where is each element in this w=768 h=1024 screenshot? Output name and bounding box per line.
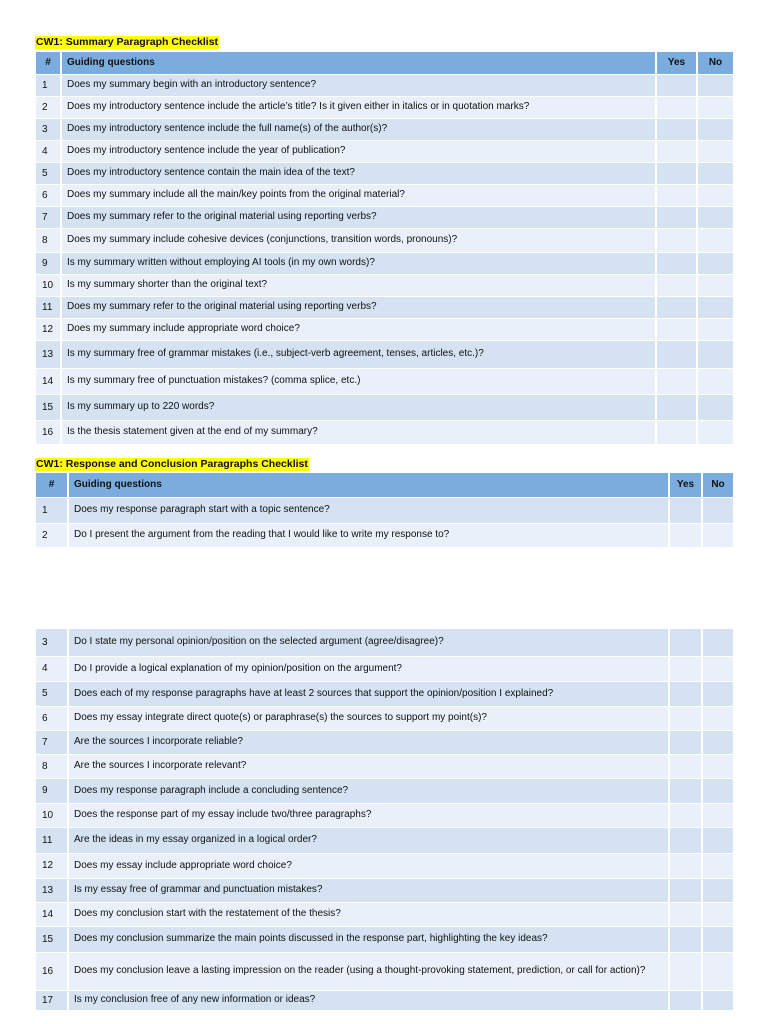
no-cell[interactable] — [702, 523, 734, 547]
no-cell[interactable] — [702, 952, 734, 990]
table-row — [36, 803, 734, 827]
yes-cell[interactable] — [656, 340, 697, 368]
guiding-question: Is my summary shorter than the original text? — [61, 274, 656, 296]
guiding-question: Does my summary refer to the original material using reporting verbs? — [61, 206, 656, 228]
no-cell[interactable] — [697, 368, 734, 394]
row-number: 3 — [36, 118, 61, 140]
header-guiding-questions: Guiding questions — [68, 473, 669, 497]
row-number: 10 — [36, 274, 61, 296]
yes-cell[interactable] — [669, 778, 702, 803]
guiding-question: Does my summary include all the main/key points from the original material? — [61, 184, 656, 206]
yes-cell[interactable] — [669, 926, 702, 952]
no-cell[interactable] — [702, 827, 734, 853]
table-row — [36, 990, 734, 1010]
row-number: 13 — [36, 340, 61, 368]
header-yes: Yes — [669, 473, 702, 497]
response-checklist-table-continued — [36, 629, 735, 1011]
yes-cell[interactable] — [669, 803, 702, 827]
row-number: 11 — [36, 296, 61, 318]
guiding-question: Is my summary free of punctuation mistakes? (comma splice, etc.) — [61, 368, 656, 394]
table-row — [36, 340, 734, 368]
no-cell[interactable] — [702, 681, 734, 706]
response-checklist-table — [36, 473, 735, 548]
no-cell[interactable] — [702, 656, 734, 681]
row-number: 6 — [36, 706, 68, 730]
guiding-question: Is my essay free of grammar and punctuation mistakes? — [68, 878, 669, 902]
guiding-question: Does my conclusion summarize the main points discussed in the response part, highlighting the key ideas? — [68, 926, 669, 952]
row-number: 13 — [36, 878, 68, 902]
row-number: 14 — [36, 368, 61, 394]
table-row — [36, 368, 734, 394]
yes-cell[interactable] — [669, 754, 702, 778]
row-number: 7 — [36, 730, 68, 754]
table-row — [36, 952, 734, 990]
table-row — [36, 140, 734, 162]
yes-cell[interactable] — [656, 184, 697, 206]
guiding-question: Does my introductory sentence contain the main idea of the text? — [61, 162, 656, 184]
response-checklist-title: CW1: Response and Conclusion Paragraphs Checklist — [36, 458, 308, 470]
header-number: # — [36, 52, 61, 74]
row-number: 12 — [36, 853, 68, 878]
yes-cell[interactable] — [656, 206, 697, 228]
yes-cell[interactable] — [656, 296, 697, 318]
guiding-question: Do I state my personal opinion/position on the selected argument (agree/disagree)? — [68, 629, 669, 656]
table-row — [36, 878, 734, 902]
row-number: 7 — [36, 206, 61, 228]
guiding-question: Does my summary include appropriate word choice? — [61, 318, 656, 340]
no-cell[interactable] — [697, 162, 734, 184]
guiding-question: Does my conclusion leave a lasting impression on the reader (using a thought-provoking statement, prediction, or call for action)? — [68, 952, 669, 990]
table-row — [36, 318, 734, 340]
yes-cell[interactable] — [656, 420, 697, 444]
row-number: 1 — [36, 497, 68, 523]
yes-cell[interactable] — [669, 990, 702, 1010]
row-number: 2 — [36, 96, 61, 118]
row-number: 8 — [36, 228, 61, 252]
guiding-question: Is my summary free of grammar mistakes (i.e., subject-verb agreement, tenses, articles, etc.)? — [61, 340, 656, 368]
no-cell[interactable] — [697, 252, 734, 274]
yes-cell[interactable] — [656, 318, 697, 340]
row-number: 16 — [36, 420, 61, 444]
row-number: 9 — [36, 252, 61, 274]
row-number: 6 — [36, 184, 61, 206]
row-number: 2 — [36, 523, 68, 547]
yes-cell[interactable] — [656, 252, 697, 274]
yes-cell[interactable] — [656, 96, 697, 118]
table-row — [36, 754, 734, 778]
guiding-question: Does the response part of my essay include two/three paragraphs? — [68, 803, 669, 827]
guiding-question: Is my conclusion free of any new information or ideas? — [68, 990, 669, 1010]
table-row — [36, 118, 734, 140]
no-cell[interactable] — [697, 394, 734, 420]
no-cell[interactable] — [697, 318, 734, 340]
table-header-row — [36, 52, 734, 74]
table-row — [36, 656, 734, 681]
yes-cell[interactable] — [669, 952, 702, 990]
guiding-question: Does my response paragraph include a concluding sentence? — [68, 778, 669, 803]
header-no: No — [697, 52, 734, 74]
guiding-question: Is my summary written without employing AI tools (in my own words)? — [61, 252, 656, 274]
row-number: 14 — [36, 902, 68, 926]
yes-cell[interactable] — [669, 523, 702, 547]
no-cell[interactable] — [702, 990, 734, 1010]
no-cell[interactable] — [702, 803, 734, 827]
table-row — [36, 827, 734, 853]
no-cell[interactable] — [702, 902, 734, 926]
table-row — [36, 629, 734, 656]
header-number: # — [36, 473, 68, 497]
no-cell[interactable] — [702, 853, 734, 878]
no-cell[interactable] — [702, 706, 734, 730]
row-number: 11 — [36, 827, 68, 853]
table-row — [36, 162, 734, 184]
row-number: 5 — [36, 681, 68, 706]
no-cell[interactable] — [702, 629, 734, 656]
no-cell[interactable] — [697, 140, 734, 162]
row-number: 1 — [36, 74, 61, 96]
no-cell[interactable] — [697, 228, 734, 252]
row-number: 15 — [36, 926, 68, 952]
summary-checklist-table — [36, 52, 735, 445]
no-cell[interactable] — [702, 878, 734, 902]
no-cell[interactable] — [697, 118, 734, 140]
yes-cell[interactable] — [656, 274, 697, 296]
no-cell[interactable] — [697, 96, 734, 118]
no-cell[interactable] — [702, 926, 734, 952]
row-number: 8 — [36, 754, 68, 778]
table-row — [36, 902, 734, 926]
guiding-question: Does my summary begin with an introductory sentence? — [61, 74, 656, 96]
guiding-question: Are the sources I incorporate reliable? — [68, 730, 669, 754]
header-yes: Yes — [656, 52, 697, 74]
row-number: 16 — [36, 952, 68, 990]
no-cell[interactable] — [702, 497, 734, 523]
header-no: No — [702, 473, 734, 497]
table-row — [36, 497, 734, 523]
table-row — [36, 74, 734, 96]
guiding-question: Does my essay include appropriate word choice? — [68, 853, 669, 878]
no-cell[interactable] — [697, 296, 734, 318]
table-row — [36, 206, 734, 228]
table-row — [36, 274, 734, 296]
yes-cell[interactable] — [669, 656, 702, 681]
no-cell[interactable] — [702, 730, 734, 754]
table-row — [36, 926, 734, 952]
row-number: 12 — [36, 318, 61, 340]
yes-cell[interactable] — [656, 368, 697, 394]
table-row — [36, 252, 734, 274]
table-row — [36, 96, 734, 118]
table-row — [36, 420, 734, 444]
summary-checklist-title: CW1: Summary Paragraph Checklist — [36, 36, 219, 48]
row-number: 5 — [36, 162, 61, 184]
table-row — [36, 394, 734, 420]
yes-cell[interactable] — [669, 878, 702, 902]
guiding-question: Does my conclusion start with the restatement of the thesis? — [68, 902, 669, 926]
yes-cell[interactable] — [656, 74, 697, 96]
yes-cell[interactable] — [669, 706, 702, 730]
row-number: 17 — [36, 990, 68, 1010]
no-cell[interactable] — [697, 206, 734, 228]
guiding-question: Does my introductory sentence include the year of publication? — [61, 140, 656, 162]
row-number: 15 — [36, 394, 61, 420]
no-cell[interactable] — [697, 74, 734, 96]
no-cell[interactable] — [697, 340, 734, 368]
header-guiding-questions: Guiding questions — [61, 52, 656, 74]
row-number: 10 — [36, 803, 68, 827]
guiding-question: Does my response paragraph start with a topic sentence? — [68, 497, 669, 523]
no-cell[interactable] — [702, 778, 734, 803]
yes-cell[interactable] — [669, 827, 702, 853]
table-row — [36, 681, 734, 706]
table-row — [36, 778, 734, 803]
yes-cell[interactable] — [669, 902, 702, 926]
table-header-row — [36, 473, 734, 497]
row-number: 4 — [36, 656, 68, 681]
yes-cell[interactable] — [669, 497, 702, 523]
no-cell[interactable] — [697, 184, 734, 206]
guiding-question: Does my summary include cohesive devices (conjunctions, transition words, pronouns)? — [61, 228, 656, 252]
table-row — [36, 523, 734, 547]
no-cell[interactable] — [697, 274, 734, 296]
no-cell[interactable] — [697, 420, 734, 444]
row-number: 4 — [36, 140, 61, 162]
yes-cell[interactable] — [656, 228, 697, 252]
guiding-question: Does my introductory sentence include the article’s title? Is it given either in italics or in quotation marks? — [61, 96, 656, 118]
guiding-question: Are the sources I incorporate relevant? — [68, 754, 669, 778]
no-cell[interactable] — [702, 754, 734, 778]
yes-cell[interactable] — [669, 730, 702, 754]
guiding-question: Are the ideas in my essay organized in a logical order? — [68, 827, 669, 853]
table-row — [36, 296, 734, 318]
guiding-question: Do I present the argument from the reading that I would like to write my response to? — [68, 523, 669, 547]
table-row — [36, 184, 734, 206]
guiding-question: Is my summary up to 220 words? — [61, 394, 656, 420]
yes-cell[interactable] — [669, 681, 702, 706]
row-number: 3 — [36, 629, 68, 656]
guiding-question: Is the thesis statement given at the end of my summary? — [61, 420, 656, 444]
table-row — [36, 730, 734, 754]
guiding-question: Does my essay integrate direct quote(s) or paraphrase(s) the sources to support my point(s)? — [68, 706, 669, 730]
table-row — [36, 706, 734, 730]
table-row — [36, 228, 734, 252]
yes-cell[interactable] — [669, 853, 702, 878]
row-number: 9 — [36, 778, 68, 803]
guiding-question: Does each of my response paragraphs have at least 2 sources that support the opinion/position I explained? — [68, 681, 669, 706]
guiding-question: Does my introductory sentence include the full name(s) of the author(s)? — [61, 118, 656, 140]
yes-cell[interactable] — [656, 140, 697, 162]
yes-cell[interactable] — [656, 394, 697, 420]
yes-cell[interactable] — [656, 162, 697, 184]
table-row — [36, 853, 734, 878]
guiding-question: Does my summary refer to the original material using reporting verbs? — [61, 296, 656, 318]
guiding-question: Do I provide a logical explanation of my opinion/position on the argument? — [68, 656, 669, 681]
yes-cell[interactable] — [656, 118, 697, 140]
yes-cell[interactable] — [669, 629, 702, 656]
